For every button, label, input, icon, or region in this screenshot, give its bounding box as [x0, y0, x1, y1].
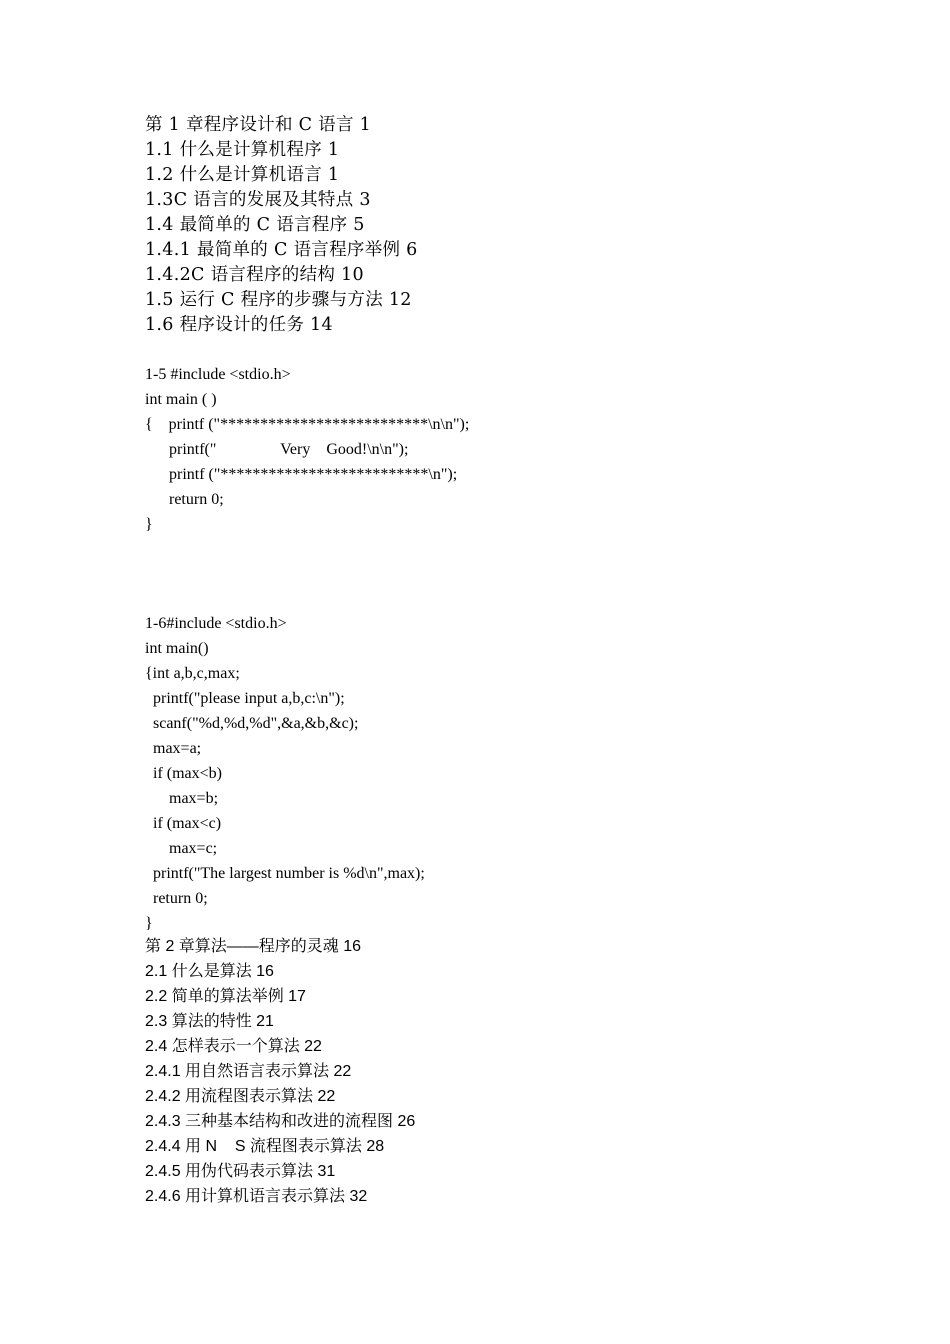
toc-line: 1.5 运行 C 程序的步骤与方法 12 — [145, 290, 412, 310]
code-line: {int a,b,c,max; — [145, 665, 240, 682]
toc-chapter-2 — [145, 934, 415, 1209]
toc-line: 2.1 什么是算法 16 — [145, 963, 274, 980]
toc-line: 第 2 章算法——程序的灵魂 16 — [145, 938, 362, 955]
toc-line: 2.4.2 用流程图表示算法 22 — [145, 1088, 336, 1105]
code-line: printf ("**************************\n"); — [145, 466, 458, 483]
toc-line: 2.4.1 用自然语言表示算法 22 — [145, 1063, 352, 1080]
code-example-1-6 — [145, 611, 425, 936]
toc-line: 2.4.5 用伪代码表示算法 31 — [145, 1163, 336, 1180]
toc-line: 1.4 最简单的 C 语言程序 5 — [145, 215, 365, 235]
toc-line: 2.4.4 用 N S 流程图表示算法 28 — [145, 1138, 385, 1155]
code-line: scanf("%d,%d,%d",&a,&b,&c); — [145, 715, 359, 732]
toc-line: 2.3 算法的特性 21 — [145, 1013, 274, 1030]
toc-line: 1.4.1 最简单的 C 语言程序举例 6 — [145, 240, 418, 260]
code-line: printf("The largest number is %d\n",max); — [145, 865, 425, 882]
code-line: if (max<b) — [145, 765, 222, 782]
toc-line: 2.4.6 用计算机语言表示算法 32 — [145, 1188, 368, 1205]
code-line: printf("please input a,b,c:\n"); — [145, 690, 345, 707]
code-line: return 0; — [145, 491, 224, 508]
toc-line: 1.1 什么是计算机程序 1 — [145, 140, 340, 160]
toc-line: 1.6 程序设计的任务 14 — [145, 315, 333, 335]
toc-line: 1.3C 语言的发展及其特点 3 — [145, 190, 371, 210]
code-line: max=c; — [145, 840, 218, 857]
toc-line: 2.4.3 三种基本结构和改进的流程图 26 — [145, 1113, 416, 1130]
code-line: max=a; — [145, 740, 202, 757]
toc-line: 第 1 章程序设计和 C 语言 1 — [145, 115, 372, 135]
toc-chapter-1 — [145, 113, 418, 338]
code-line: int main() — [145, 640, 209, 657]
code-line: max=b; — [145, 790, 219, 807]
code-line: { printf ("**************************\n\n"); — [145, 416, 470, 433]
toc-line: 2.2 简单的算法举例 17 — [145, 988, 306, 1005]
code-line: 1-6#include <stdio.h> — [145, 615, 287, 632]
code-line: printf(" Very Good!\n\n"); — [145, 441, 409, 458]
toc-line: 1.2 什么是计算机语言 1 — [145, 165, 340, 185]
code-example-1-5 — [145, 362, 469, 537]
code-line: return 0; — [145, 890, 208, 907]
code-line: 1-5 #include <stdio.h> — [145, 366, 291, 383]
code-line: int main ( ) — [145, 391, 217, 408]
code-line: if (max<c) — [145, 815, 222, 832]
code-line: } — [145, 915, 153, 932]
toc-line: 1.4.2C 语言程序的结构 10 — [145, 265, 364, 285]
toc-line: 2.4 怎样表示一个算法 22 — [145, 1038, 322, 1055]
code-line: } — [145, 516, 153, 533]
